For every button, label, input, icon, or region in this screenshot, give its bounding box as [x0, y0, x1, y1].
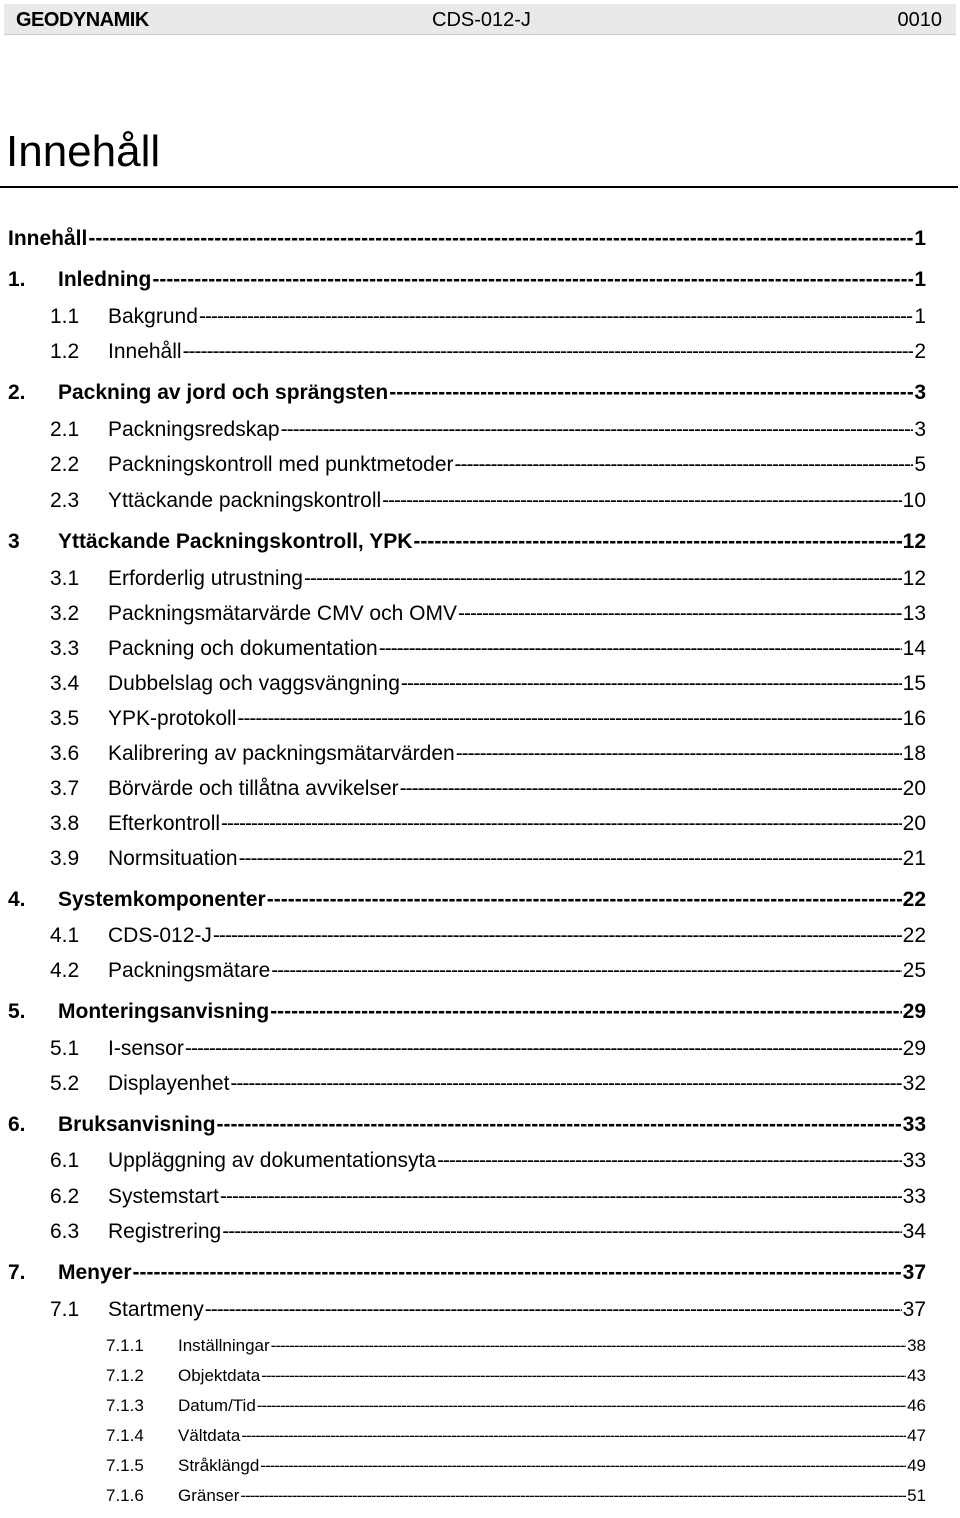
toc-entry-page: 29	[902, 1000, 926, 1023]
toc-entry-number: 3.5	[50, 707, 80, 730]
toc-entry[interactable]	[8, 527, 926, 557]
toc-entry-number: 6.	[8, 1113, 26, 1136]
toc-leader	[152, 265, 913, 295]
toc-entry-page: 1	[914, 227, 926, 250]
toc-leader	[217, 1110, 902, 1140]
toc-leader	[183, 337, 914, 367]
toc-entry-title: Packningskontroll med punktmetoder	[108, 453, 454, 476]
toc-entry-page: 47	[907, 1426, 926, 1445]
toc-entry-title: Bakgrund	[108, 305, 198, 328]
toc-entry-page: 15	[902, 672, 926, 695]
toc-entry-page: 12	[902, 530, 926, 553]
toc-entry-title: Vältdata	[178, 1426, 241, 1445]
toc-entry-title: I-sensor	[108, 1037, 184, 1060]
toc-entry-number: 3.7	[50, 777, 80, 800]
document-code: CDS-012-J	[432, 9, 531, 31]
toc-entry-page: 49	[907, 1456, 926, 1475]
page-number: 0010	[897, 9, 942, 31]
toc-leader	[220, 1182, 902, 1212]
toc-entry-number: 7.1.1	[106, 1336, 144, 1355]
toc-entry-number: 1.	[8, 268, 26, 291]
toc-entry-title: Packning och dokumentation	[108, 637, 378, 660]
toc-entry-number: 1.2	[50, 340, 80, 363]
toc-entry-page: 12	[902, 567, 926, 590]
toc-entry[interactable]	[50, 337, 926, 367]
toc-entry-number: 5.2	[50, 1072, 80, 1095]
toc-entry-page: 10	[902, 489, 926, 512]
toc-entry-number: 4.2	[50, 959, 80, 982]
toc-entry-title: Monteringsanvisning	[58, 1000, 270, 1023]
toc-entry-page: 25	[902, 959, 926, 982]
toc-entry-title: YPK-protokoll	[108, 707, 237, 730]
toc-entry-page: 29	[902, 1037, 926, 1060]
toc-entry-title: Packningsmätare	[108, 959, 271, 982]
toc-entry-title: Innehåll	[108, 340, 182, 363]
toc-entry-page: 33	[902, 1185, 926, 1208]
toc-entry-page: 22	[902, 888, 926, 911]
toc-entry-page: 37	[902, 1298, 926, 1321]
toc-entry[interactable]	[8, 265, 926, 295]
toc-entry[interactable]	[50, 809, 926, 839]
toc-entry-title: Systemstart	[108, 1185, 219, 1208]
toc-entry-number: 7.1.2	[106, 1366, 144, 1385]
toc-entry-number: 3.2	[50, 602, 80, 625]
toc-entry-number: 1.1	[50, 305, 80, 328]
toc-leader	[260, 1454, 906, 1478]
toc-entry-number: 5.	[8, 1000, 26, 1023]
brand-name: GEODYNAMIK	[16, 9, 149, 31]
toc-leader	[199, 302, 913, 332]
toc-entry[interactable]	[50, 739, 926, 769]
toc-entry-number: 3.8	[50, 812, 80, 835]
toc-leader	[271, 1334, 906, 1358]
toc-entry-title: Innehåll	[8, 227, 88, 250]
page-title: Innehåll	[6, 127, 161, 176]
toc-entry[interactable]	[50, 1146, 926, 1176]
toc-leader	[304, 564, 902, 594]
toc-entry[interactable]	[50, 486, 926, 516]
toc-entry-title: Stråklängd	[178, 1456, 260, 1475]
toc-entry-page: 5	[914, 453, 926, 476]
toc-entry-title: Normsituation	[108, 847, 238, 870]
toc-entry-page: 20	[902, 777, 926, 800]
toc-leader	[205, 1295, 902, 1325]
toc-entry[interactable]	[50, 956, 926, 986]
toc-leader	[240, 1484, 906, 1508]
toc-leader	[261, 1364, 906, 1388]
toc-entry[interactable]	[50, 302, 926, 332]
toc-entry-page: 51	[907, 1486, 926, 1505]
toc-entry-number: 3.6	[50, 742, 80, 765]
toc-entry-title: Registrering	[108, 1220, 222, 1243]
toc-entry[interactable]	[50, 1295, 926, 1325]
toc-leader	[458, 599, 902, 629]
toc-entry-page: 34	[902, 1220, 926, 1243]
toc-entry-title: Objektdata	[178, 1366, 261, 1385]
toc-entry-title: Börvärde och tillåtna avvikelser	[108, 777, 399, 800]
toc-entry[interactable]	[50, 844, 926, 874]
toc-entry[interactable]	[106, 1454, 926, 1478]
toc-entry-number: 4.1	[50, 924, 80, 947]
toc-entry[interactable]	[8, 224, 926, 254]
toc-entry-number: 2.	[8, 381, 26, 404]
toc-leader	[455, 450, 914, 480]
toc-leader	[237, 704, 901, 734]
toc-leader	[413, 527, 901, 557]
toc-entry-page: 2	[914, 340, 926, 363]
toc-entry-title: Yttäckande packningskontroll	[108, 489, 382, 512]
toc-leader	[437, 1146, 902, 1176]
toc-leader	[379, 634, 902, 664]
toc-entry-page: 3	[914, 381, 926, 404]
toc-entry-number: 6.1	[50, 1149, 80, 1172]
toc-entry-title: Displayenhet	[108, 1072, 230, 1095]
toc-entry-number: 7.1.3	[106, 1396, 144, 1415]
toc-entry-page: 13	[902, 602, 926, 625]
toc-entry[interactable]	[50, 564, 926, 594]
toc-entry[interactable]	[50, 415, 926, 445]
toc-entry-page: 46	[907, 1396, 926, 1415]
toc-entry-page: 22	[902, 924, 926, 947]
toc-entry-number: 3.4	[50, 672, 80, 695]
toc-leader	[213, 921, 902, 951]
toc-leader	[133, 1258, 902, 1288]
toc-entry-page: 14	[902, 637, 926, 660]
toc-entry-page: 3	[914, 418, 926, 441]
toc-leader	[382, 486, 901, 516]
toc-entry-title: CDS-012-J	[108, 924, 212, 947]
toc-entry[interactable]	[8, 1110, 926, 1140]
toc-entry[interactable]	[106, 1484, 926, 1508]
toc-entry[interactable]	[8, 1258, 926, 1288]
toc-entry-page: 33	[902, 1113, 926, 1136]
toc-entry-number: 3	[8, 530, 20, 553]
toc-entry-number: 7.1	[50, 1298, 80, 1321]
toc-leader	[271, 956, 901, 986]
toc-leader	[222, 1217, 901, 1247]
toc-entry-title: Inledning	[58, 268, 152, 291]
toc-entry[interactable]	[50, 634, 926, 664]
toc-entry-number: 5.1	[50, 1037, 80, 1060]
toc-leader	[230, 1069, 901, 1099]
toc-entry[interactable]	[50, 1217, 926, 1247]
toc-entry-number: 2.2	[50, 453, 80, 476]
toc-entry-number: 2.3	[50, 489, 80, 512]
toc-entry-title: Menyer	[58, 1261, 132, 1284]
toc-leader	[257, 1394, 906, 1418]
toc-entry[interactable]	[50, 1034, 926, 1064]
toc-entry[interactable]	[8, 997, 926, 1027]
toc-entry[interactable]	[50, 1182, 926, 1212]
toc-entry-number: 3.1	[50, 567, 80, 590]
toc-leader	[267, 885, 902, 915]
toc-entry-number: 7.1.6	[106, 1486, 144, 1505]
toc-entry-number: 4.	[8, 888, 26, 911]
toc-entry[interactable]	[50, 704, 926, 734]
toc-entry-number: 7.1.5	[106, 1456, 144, 1475]
toc-leader	[239, 844, 902, 874]
toc-entry-page: 20	[902, 812, 926, 835]
toc-entry[interactable]	[50, 669, 926, 699]
toc-entry-page: 43	[907, 1366, 926, 1385]
toc-entry-title: Dubbelslag och vaggsvängning	[108, 672, 400, 695]
toc-leader	[400, 774, 902, 804]
toc-entry-title: Packning av jord och sprängsten	[58, 381, 389, 404]
toc-entry-page: 38	[907, 1336, 926, 1355]
toc-entry[interactable]	[106, 1424, 926, 1448]
toc-leader	[185, 1034, 902, 1064]
toc-leader	[281, 415, 914, 445]
toc-entry-number: 6.3	[50, 1220, 80, 1243]
toc-entry[interactable]	[50, 450, 926, 480]
toc-entry-title: Kalibrering av packningsmätarvärden	[108, 742, 455, 765]
toc-leader	[241, 1424, 906, 1448]
toc-entry-page: 18	[902, 742, 926, 765]
toc-entry-title: Startmeny	[108, 1298, 204, 1321]
toc-entry-page: 1	[914, 268, 926, 291]
toc-leader	[270, 997, 901, 1027]
toc-entry-title: Packningsredskap	[108, 418, 280, 441]
toc-entry-number: 7.1.4	[106, 1426, 144, 1445]
toc-entry[interactable]	[50, 921, 926, 951]
toc-entry[interactable]	[50, 774, 926, 804]
toc-entry-title: Erforderlig utrustning	[108, 567, 303, 590]
toc-entry-title: Yttäckande Packningskontroll, YPK	[58, 530, 413, 553]
toc-entry-page: 21	[902, 847, 926, 870]
toc-leader	[456, 739, 902, 769]
toc-entry-title: Gränser	[178, 1486, 240, 1505]
toc-leader	[221, 809, 902, 839]
toc-entry-title: Efterkontroll	[108, 812, 221, 835]
toc-entry-title: Systemkomponenter	[58, 888, 266, 911]
toc-entry[interactable]	[8, 885, 926, 915]
toc-entry[interactable]	[50, 599, 926, 629]
toc-entry[interactable]	[106, 1394, 926, 1418]
toc-entry-page: 32	[902, 1072, 926, 1095]
toc-entry-page: 33	[902, 1149, 926, 1172]
toc-entry-number: 3.9	[50, 847, 80, 870]
toc-entry-number: 2.1	[50, 418, 80, 441]
toc-entry-number: 6.2	[50, 1185, 80, 1208]
toc-entry-title: Uppläggning av dokumentationsyta	[108, 1149, 437, 1172]
toc-entry-title: Bruksanvisning	[58, 1113, 216, 1136]
toc-entry[interactable]	[106, 1334, 926, 1358]
toc-entry[interactable]	[50, 1069, 926, 1099]
toc-entry-title: Inställningar	[178, 1336, 270, 1355]
toc-leader	[88, 224, 913, 254]
toc-entry-page: 16	[902, 707, 926, 730]
toc-entry-title: Packningsmätarvärde CMV och OMV	[108, 602, 457, 625]
toc-entry[interactable]	[8, 378, 926, 408]
toc-entry-page: 37	[902, 1261, 926, 1284]
toc-entry-number: 7.	[8, 1261, 26, 1284]
toc-entry[interactable]	[106, 1364, 926, 1388]
toc-entry-number: 3.3	[50, 637, 80, 660]
toc-leader	[389, 378, 913, 408]
toc-leader	[401, 669, 902, 699]
toc-entry-title: Datum/Tid	[178, 1396, 256, 1415]
toc-entry-page: 1	[914, 305, 926, 328]
